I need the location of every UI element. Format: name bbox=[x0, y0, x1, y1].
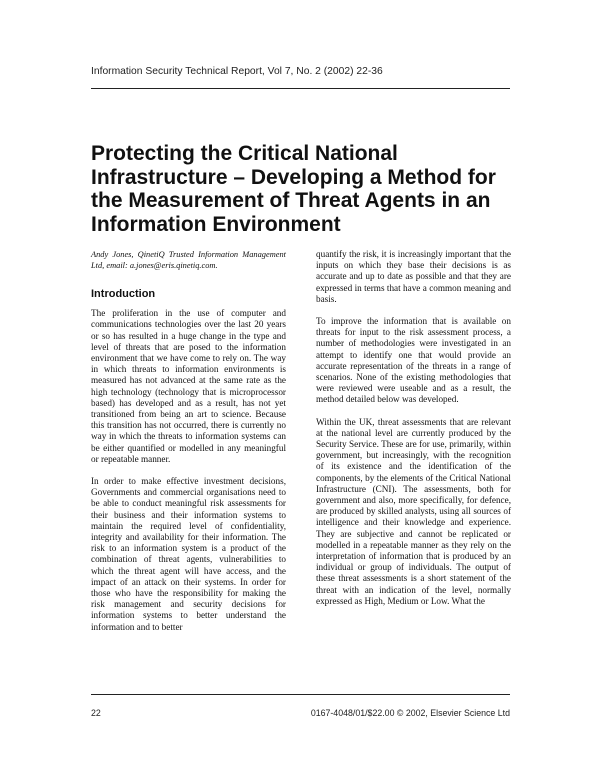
header-rule bbox=[91, 88, 510, 89]
article-title: Protecting the Critical National Infrastructure – Developing a Method for the Measurement of Threat Agents in an Information Environment bbox=[91, 142, 496, 236]
body-paragraph: To improve the information that is available on threats for input to the risk assessment process, a number of methodologies were investigated in an attempt to identify one that would provide an accurate representation of the threats in a range of scenarios. None of the existing methodologies that were reviewed were useable and as a result, the method detailed below was developed. bbox=[316, 316, 511, 405]
section-heading-introduction: Introduction bbox=[91, 288, 156, 300]
right-column bbox=[316, 249, 511, 618]
author-affiliation: Andy Jones, QinetiQ Trusted Information Management Ltd, email: a.jones@eris.qinetiq.com. bbox=[91, 250, 286, 270]
body-paragraph: The proliferation in the use of computer and communications technologies over the last 20 years or so has resulted in a huge change in the type and level of threats that are posed to the information environment that we have come to rely on. The way in which threats to information environments is measured has not advanced at the same rate as the high technology (technology that is microprocessor based) has developed and as a result, has not yet transitioned from being an art to science. Because this transition has not occurred, there is currently no way in which the threats to information systems can be either quantified or modelled in any meaningful or repeatable manner. bbox=[91, 308, 286, 464]
left-column bbox=[91, 249, 286, 644]
body-paragraph: quantify the risk, it is increasingly important that the inputs on which they base their decisions is as accurate and up to date as possible and that they are expressed in terms that have a common meaning and basis. bbox=[316, 249, 511, 304]
footer-rule bbox=[91, 694, 510, 695]
body-paragraph: In order to make effective investment decisions, Governments and commercial organisations need to be able to conduct meaningful risk assessments for their business and their information systems to maintain the required level of confidentiality, integrity and availability for their information. The risk to an information system is a product of the combination of threat agents, vulnerabilities to which the threat agent will have access, and the impact of an attack on their systems. In order for those who have the responsibility for making the risk management and security decisions for information systems to better understand the information and to better bbox=[91, 476, 286, 632]
body-paragraph: Within the UK, threat assessments that are relevant at the national level are currently produced by the Security Service. These are for use, primarily, within government, but increasingly, with the recognition of its existence and the identification of the components, by the elements of the Critical National Infrastructure (CNI). The assessments, both for government and also, more specifically, for defence, are produced by skilled analysts, using all sources of intelligence and their knowledge and experience. They are subjective and cannot be replicated or modelled in a repeatable manner as they rely on the interpretation of information that is produced by an individual or group of individuals. The output of these threat assessments is a short statement of the threat with an indication of the level, normally expressed as High, Medium or Low. What the bbox=[316, 416, 511, 606]
journal-header: Information Security Technical Report, Vol 7, No. 2 (2002) 22-36 bbox=[91, 66, 383, 77]
page-number: 22 bbox=[91, 708, 101, 718]
copyright-line: 0167-4048/01/$22.00 © 2002, Elsevier Science Ltd bbox=[310, 708, 510, 718]
